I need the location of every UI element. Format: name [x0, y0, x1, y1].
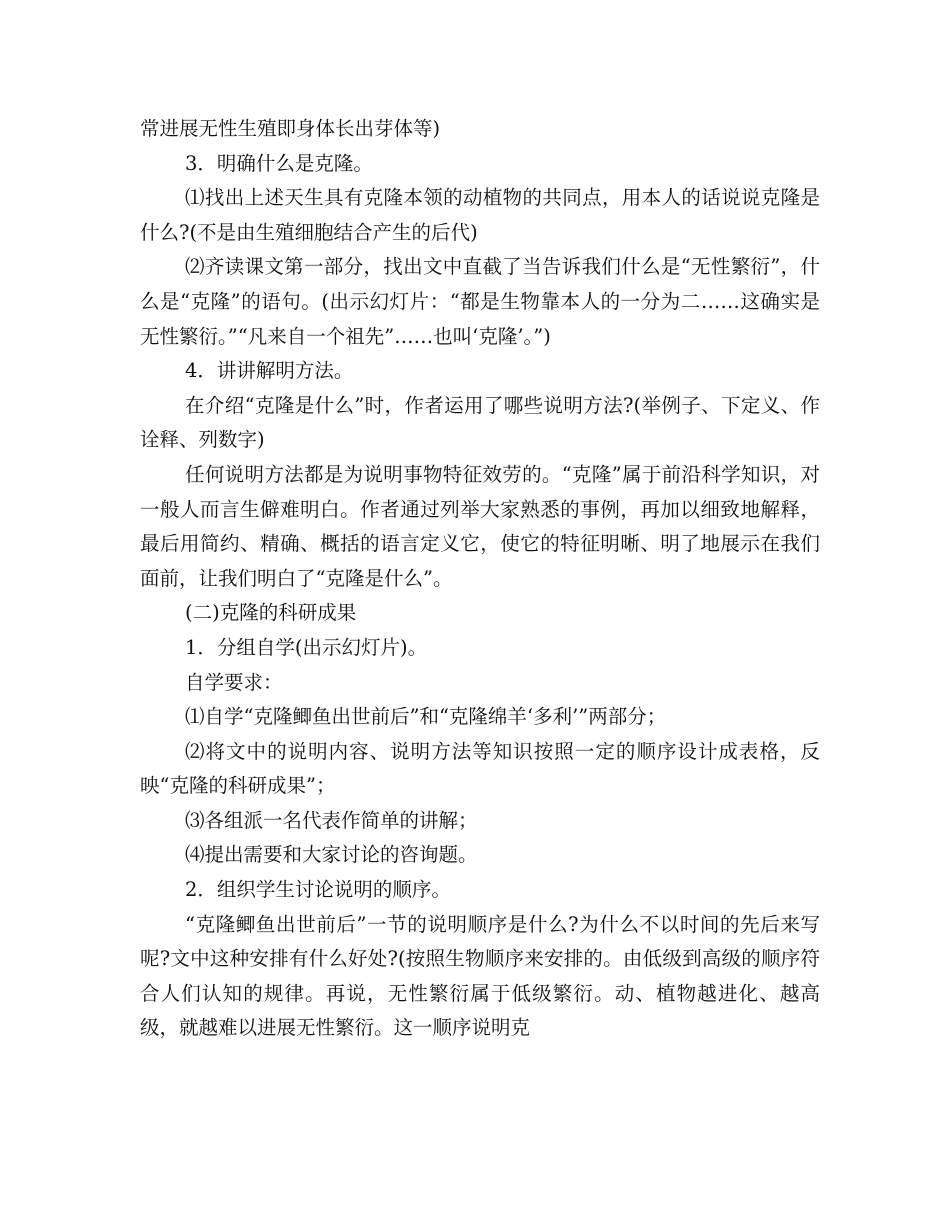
list-item: ⑵将文中的说明内容、说明方法等知识按照一定的顺序设计成表格，反映“克隆的科研成果”； — [140, 739, 820, 798]
paragraph: 在介绍“克隆是什么”时，作者运用了哪些说明方法?(举例子、下定义、作诠释、列数字) — [140, 393, 820, 452]
paragraph: 2．组织学生讨论说明的顺序。 — [185, 878, 451, 902]
paragraph: 4．讲讲解明方法。 — [185, 359, 354, 383]
paragraph: ⑴找出上述天生具有克隆本领的动植物的共同点，用本人的话说说克隆是什么?(不是由生殖细胞结合产生的后代) — [140, 186, 820, 244]
list-item: ⑶各组派一名代表作简单的讲解； — [185, 808, 478, 832]
list-item: ⑷提出需要和大家讨论的咨询题。 — [185, 843, 478, 867]
document-body — [140, 112, 820, 1046]
list-item: ⑴自学“克隆鲫鱼出世前后”和“克隆绵羊‘多利’”两部分； — [185, 705, 667, 729]
paragraph: 3．明确什么是克隆。 — [185, 151, 373, 175]
paragraph: 1．分组自学(出示幻灯片)。 — [185, 635, 428, 659]
paragraph: 常进展无性生殖即身体长出芽体等) — [140, 117, 441, 140]
section-heading: (二)克隆的科研成果 — [185, 601, 357, 625]
paragraph: “克隆鲫鱼出世前后”一节的说明顺序是什么?为什么不以时间的先后来写呢?文中这种安排有什么好处?(按照生物顺序来安排的。由低级到高级的顺序符合人们认知的规律。再说，无性繁衍属于低级繁衍。动、植物越进化、越高级，就越难以进展无性繁衍。这一顺序说明克 — [140, 912, 820, 1040]
paragraph: 自学要求： — [185, 670, 283, 694]
paragraph: ⑵齐读课文第一部分，找出文中直截了当告诉我们什么是“无性繁衍”，什么是“克隆”的语句。(出示幻灯片：“都是生物靠本人的一分为二……这确实是无性繁衍。”“凡来自一个祖先”……也叫‘克隆’。”) — [140, 255, 820, 348]
paragraph: 任何说明方法都是为说明事物特征效劳的。“克隆”属于前沿科学知识，对一般人而言生僻难明白。作者通过列举大家熟悉的事例，再加以细致地解释，最后用简约、精确、概括的语言定义它，使它的特征明晰、明了地展示在我们面前，让我们明白了“克隆是什么”。 — [140, 462, 820, 590]
